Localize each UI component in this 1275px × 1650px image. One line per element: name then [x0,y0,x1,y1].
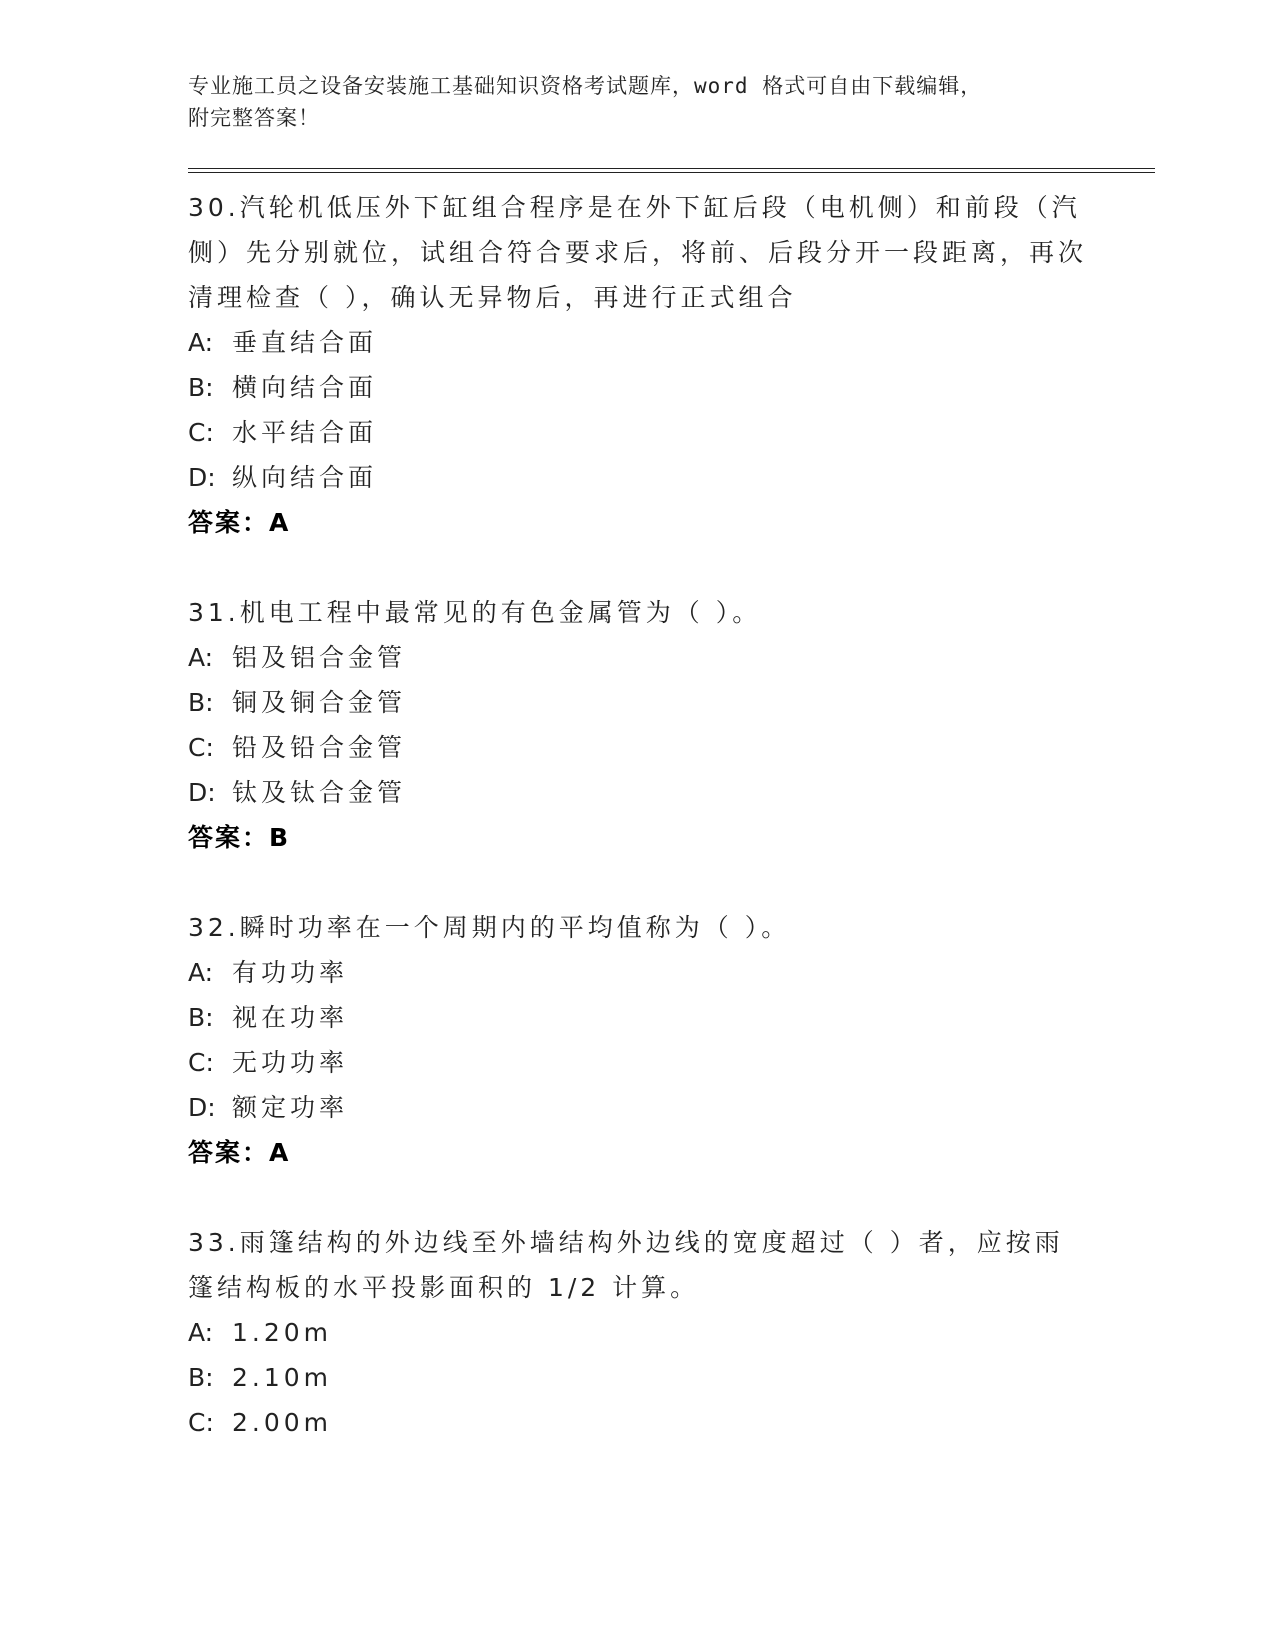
answer-line: 答案：A [188,508,291,537]
option-label: A: [188,328,214,357]
option-a [188,1310,1168,1355]
option-a [188,320,1168,365]
option-text: 铜及铜合金管 [232,688,407,717]
question-32 [188,905,1168,1175]
question-text: 32.瞬时功率在一个周期内的平均值称为（ ）。 [188,913,791,942]
question-text: 30.汽轮机低压外下缸组合程序是在外下缸后段（电机侧）和前段（汽侧）先分别就位，试组合符合要求后，将前、后段分开一段距离，再次清理检查（ ），确认无异物后，再进行正式组合 [188,193,1088,312]
question-33 [188,1220,1168,1445]
option-c [188,1400,1168,1445]
option-b [188,995,1168,1040]
option-label: D: [188,778,216,807]
option-text: 无功功率 [232,1048,349,1077]
option-label: A: [188,958,214,987]
option-b [188,365,1168,410]
option-label: A: [188,1318,214,1347]
option-text: 水平结合面 [232,418,378,447]
option-text: 2.00m [232,1408,333,1437]
question-text: 31.机电工程中最常见的有色金属管为（ ）。 [188,598,762,627]
question-text: 33.雨篷结构的外边线至外墙结构外边线的宽度超过（ ）者，应按雨篷结构板的水平投影面积的 1/2 计算。 [188,1228,1064,1302]
option-label: B: [188,1003,214,1032]
question-31 [188,590,1168,860]
option-label: D: [188,1093,216,1122]
spacer [188,1175,1168,1220]
option-text: 额定功率 [232,1093,349,1122]
option-text: 2.10m [232,1363,333,1392]
header-divider [188,168,1155,173]
option-d [188,455,1168,500]
option-text: 铅及铅合金管 [232,733,407,762]
option-c [188,1040,1168,1085]
option-text: 视在功率 [232,1003,349,1032]
option-label: B: [188,688,214,717]
option-text: 铝及铝合金管 [232,643,407,672]
option-d [188,770,1168,815]
option-c [188,725,1168,770]
option-b [188,1355,1168,1400]
header-line-1: 专业施工员之设备安装施工基础知识资格考试题库，word 格式可自由下载编辑， [188,74,983,98]
option-text: 有功功率 [232,958,349,987]
option-label: B: [188,1363,214,1392]
option-c [188,410,1168,455]
option-text: 钛及钛合金管 [232,778,407,807]
option-a [188,635,1168,680]
option-label: A: [188,643,214,672]
question-30 [188,185,1168,545]
document-page [188,70,1168,1445]
spacer [188,545,1168,590]
option-label: C: [188,733,214,762]
document-header [188,70,1168,134]
option-label: C: [188,1408,214,1437]
answer-line: 答案：B [188,823,291,852]
answer-line: 答案：A [188,1138,291,1167]
option-label: B: [188,373,214,402]
option-text: 纵向结合面 [232,463,378,492]
option-text: 垂直结合面 [232,328,378,357]
option-label: C: [188,1048,214,1077]
option-text: 横向结合面 [232,373,378,402]
option-text: 1.20m [232,1318,333,1347]
option-a [188,950,1168,995]
spacer [188,860,1168,905]
option-label: D: [188,463,216,492]
option-b [188,680,1168,725]
option-label: C: [188,418,214,447]
header-line-2: 附完整答案！ [188,106,320,130]
option-d [188,1085,1168,1130]
